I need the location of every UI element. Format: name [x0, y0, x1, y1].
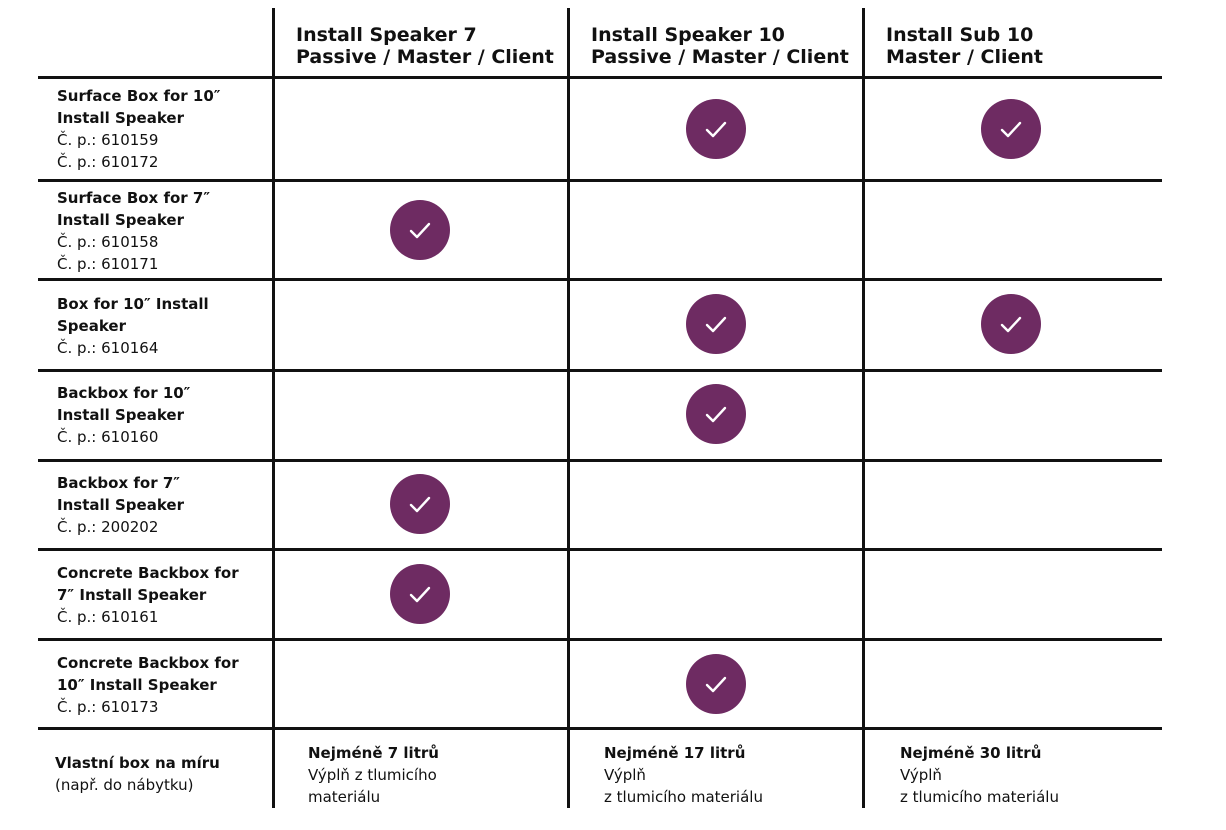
check-mark-icon [390, 474, 450, 534]
column-divider [567, 8, 570, 808]
row-title: 10″ Install Speaker [57, 676, 217, 694]
part-number: Č. p.: 610160 [57, 428, 159, 446]
custom-box-note: (např. do nábytku) [55, 776, 194, 794]
row-label [57, 293, 262, 359]
check-mark-icon [981, 99, 1041, 159]
custom-box-label [55, 752, 220, 796]
volume-requirement [308, 742, 578, 808]
row-divider [38, 369, 1162, 372]
volume-note: Výplň [900, 766, 942, 784]
column-header-line1: Install Sub 10 [886, 24, 1034, 46]
part-number: Č. p.: 610171 [57, 255, 159, 273]
row-divider [38, 278, 1162, 281]
row-title: 7″ Install Speaker [57, 586, 207, 604]
volume-note: Výplň z tlumicího [308, 766, 437, 784]
part-number: Č. p.: 610161 [57, 608, 159, 626]
row-divider [38, 638, 1162, 641]
column-header-install-sub-10 [886, 24, 1043, 68]
part-number: Č. p.: 610172 [57, 153, 159, 171]
row-title: Backbox for 10″ [57, 384, 191, 402]
row-title: Install Speaker [57, 109, 184, 127]
row-label [57, 652, 262, 718]
volume-note: z tlumicího materiálu [604, 788, 763, 806]
check-mark-icon [390, 564, 450, 624]
row-divider [38, 76, 1162, 79]
column-header-line2: Master / Client [886, 46, 1044, 68]
check-mark-icon [981, 294, 1041, 354]
row-title: Surface Box for 7″ [57, 189, 211, 207]
part-number: Č. p.: 610164 [57, 339, 159, 357]
row-divider [38, 459, 1162, 462]
row-label [57, 562, 262, 628]
row-title: Install Speaker [57, 211, 184, 229]
row-label [57, 472, 262, 538]
row-title: Backbox for 7″ [57, 474, 180, 492]
check-mark-icon [686, 654, 746, 714]
volume-requirement [900, 742, 1170, 808]
volume-note: materiálu [308, 788, 381, 806]
part-number: Č. p.: 610158 [57, 233, 159, 251]
row-title: Box for 10″ Install [57, 295, 209, 313]
row-label [57, 382, 262, 448]
row-label [57, 85, 262, 173]
row-title: Surface Box for 10″ [57, 87, 221, 105]
volume-minimum: Nejméně 17 litrů [604, 744, 746, 762]
volume-minimum: Nejméně 7 litrů [308, 744, 439, 762]
volume-note: z tlumicího materiálu [900, 788, 1059, 806]
volume-minimum: Nejméně 30 litrů [900, 744, 1042, 762]
column-header-line1: Install Speaker 10 [591, 24, 785, 46]
check-mark-icon [390, 200, 450, 260]
row-label [57, 187, 262, 275]
volume-note: Výplň [604, 766, 646, 784]
part-number: Č. p.: 610173 [57, 698, 159, 716]
column-divider [862, 8, 865, 808]
row-divider [38, 548, 1162, 551]
row-title: Concrete Backbox for [57, 654, 239, 672]
check-mark-icon [686, 294, 746, 354]
column-header-line2: Passive / Master / Client [591, 46, 849, 68]
column-header-install-speaker-7 [296, 24, 554, 68]
row-title: Speaker [57, 317, 126, 335]
row-title: Install Speaker [57, 496, 184, 514]
check-mark-icon [686, 99, 746, 159]
part-number: Č. p.: 200202 [57, 518, 159, 536]
custom-box-title: Vlastní box na míru [55, 754, 220, 772]
column-header-line2: Passive / Master / Client [296, 46, 554, 68]
row-divider [38, 727, 1162, 730]
part-number: Č. p.: 610159 [57, 131, 159, 149]
row-title: Concrete Backbox for [57, 564, 239, 582]
column-header-install-speaker-10 [591, 24, 849, 68]
row-title: Install Speaker [57, 406, 184, 424]
column-header-line1: Install Speaker 7 [296, 24, 477, 46]
column-divider [272, 8, 275, 808]
volume-requirement [604, 742, 874, 808]
row-divider [38, 179, 1162, 182]
check-mark-icon [686, 384, 746, 444]
